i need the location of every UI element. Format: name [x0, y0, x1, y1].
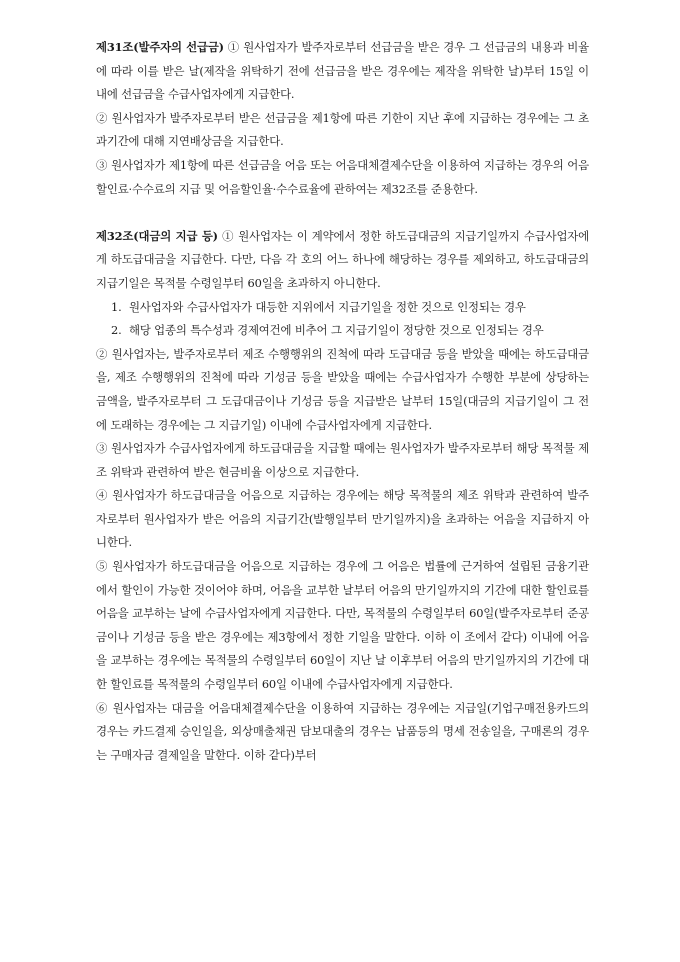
article-32 [96, 225, 589, 768]
article-32-clause-5: ⑤ 원사업자가 하도급대금을 어음으로 지급하는 경우에 그 어음은 법률에 근거하여 설립된 금융기관에서 할인이 가능한 것이어야 하며, 어음을 교부한 날부터 어음의 만기일까지의 기간에 대한 할인료를 어음을 교부하는 날에 수급사업자에게 지급한다. 다만, 목적물의 수령일부터 60일(발주자로부터 준공금이나 기성금 등을 받은 경우에는 제3항에서 정한 기일을 말한다. 이하 이 조에서 같다) 이내에 어음을 교부하는 경우에는 목적물의 수령일부터 60일이 지난 날 이후부터 어음의 만기일까지의 기간에 대한 할인료를 목적물의 수령일부터 60일 이내에 수급사업자에게 지급한다. [96, 559, 589, 692]
article-32-item-1 [96, 296, 589, 320]
article-32-item-2 [96, 319, 589, 343]
article-32-item-list [96, 296, 589, 343]
article-32-title: 제32조(대금의 지급 등) [96, 228, 218, 243]
article-separator [96, 201, 589, 225]
article-31-clause-2: ② 원사업자가 발주자로부터 받은 선급금을 제1항에 따른 기한이 지난 후에 지급하는 경우에는 그 초과기간에 대해 지연배상금을 지급한다. [96, 110, 589, 149]
article-32-clause-1: ① 원사업자는 이 계약에서 정한 하도급대금의 지급기일까지 수급사업자에게 하도급대금을 지급한다. 다만, 다음 각 호의 어느 하나에 해당하는 경우를 제외하고, 하도급대금의 지급기일은 목적물 수령일부터 60일을 초과하지 아니한다. [96, 228, 590, 290]
article-32-clause-4: ④ 원사업자가 하도급대금을 어음으로 지급하는 경우에는 해당 목적물의 제조 위탁과 관련하여 발주자로부터 원사업자가 받은 어음의 지급기간(발행일부터 만기일까지)을 초과하는 어음을 지급하지 아니한다. [96, 488, 589, 550]
article-31-paragraph-1 [96, 36, 589, 107]
item-text: 해당 업종의 특수성과 경제여건에 비추어 그 지급기일이 정당한 것으로 인정되는 경우 [129, 323, 544, 338]
article-32-clause-2: ② 원사업자는, 발주자로부터 제조 수행행위의 진척에 따라 도급대금 등을 받았을 때에는 하도급대금을, 제조 수행행위의 진척에 따라 기성금 등을 받았을 때에는 수급사업자가 수행한 부분에 상당하는 금액을, 발주자로부터 그 도급대금이나 기성금 등을 지급받은 날부터 15일(대금의 지급기일이 그 전에 도래하는 경우에는 그 지급기일) 이내에 수급사업자에게 지급한다. [96, 346, 589, 432]
item-text: 원사업자와 수급사업자가 대등한 지위에서 지급기일을 정한 것으로 인정되는 경우 [129, 299, 526, 314]
item-number: 1. [111, 299, 122, 314]
article-32-clause-6: ⑥ 원사업자는 대금을 어음대체결제수단을 이용하여 지급하는 경우에는 지급일(기업구매전용카드의 경우는 카드결제 승인일을, 외상매출채권 담보대출의 경우는 납품등의 명세 전송일을, 구매론의 경우는 구매자금 결제일을 말한다. 이하 같다)부터 [96, 700, 589, 762]
article-32-paragraph-1 [96, 225, 589, 296]
article-31-clause-3: ③ 원사업자가 제1항에 따른 선급금을 어음 또는 어음대체결제수단을 이용하여 지급하는 경우의 어음할인료·수수료의 지급 및 어음할인율·수수료율에 관하여는 제32조를 준용한다. [96, 157, 589, 196]
item-number: 2. [111, 323, 122, 338]
article-31-title: 제31조(발주자의 선급금) [96, 40, 224, 54]
article-32-clause-3: ③ 원사업자가 수급사업자에게 하도급대금을 지급할 때에는 원사업자가 발주자로부터 해당 목적물 제조 위탁과 관련하여 받은 현금비율 이상으로 지급한다. [96, 441, 589, 479]
article-31 [96, 36, 589, 201]
article-31-clause-1: ① 원사업자가 발주자로부터 선급금을 받은 경우 그 선급금의 내용과 비율에 따라 이를 받은 날(제작을 위탁하기 전에 선급금을 받은 경우에는 제작을 위탁한 날)부터 15일 이내에 선급금을 수급사업자에게 지급한다. [96, 40, 590, 102]
document-page [96, 36, 589, 767]
